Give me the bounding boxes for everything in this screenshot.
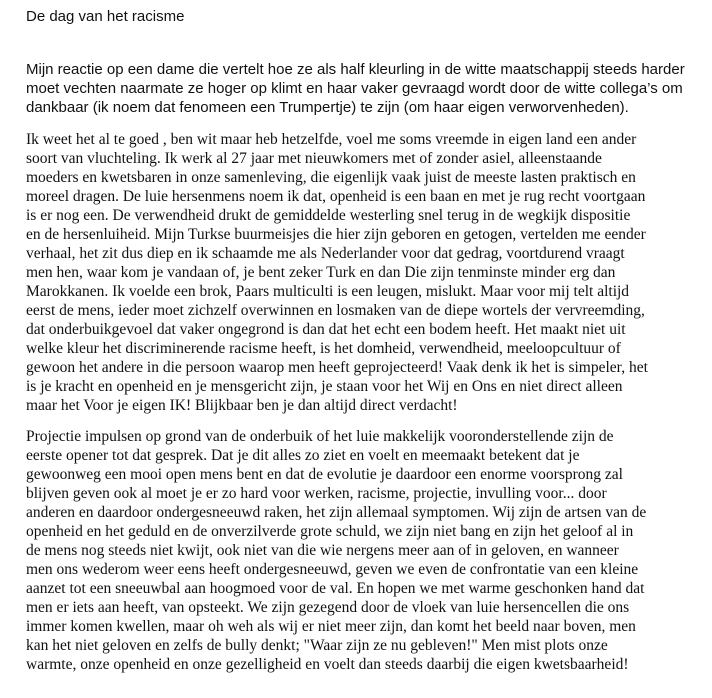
text-line: maar het Voor je eigen IK! Blijkbaar ben je dan altijd direct verdacht! bbox=[26, 397, 458, 414]
text-line: gewoon het andere in die persoon waarop men heeft geprojecteerd! Vaak denk ik het is simpeler, het bbox=[26, 359, 648, 376]
text-line: kan het niet geloven en zelfs de bully denkt; "Waar zijn ze nu gebleven!" Men mist plots onze bbox=[26, 637, 608, 654]
text-line: moet vechten naarmate ze hoger op klimt en haar vaker gevraagd wordt door de witte collega’s om bbox=[26, 80, 683, 97]
text-line: aanzet tot een sneeuwbal aan hoogmoed voor de val. En hopen we met warme geschonken hand dat bbox=[26, 580, 645, 597]
text-line: moreel dragen. De luie hersenmens noem ik dat, openheid is een baan en met je rug recht voortgaan bbox=[26, 188, 646, 205]
text-line: men ons wederom weer eens heeft ondergesneeuwd, geven we even de confrontatie van een kleine bbox=[26, 561, 639, 578]
text-line: Mijn reactie op een dame die vertelt hoe ze als half kleurling in de witte maatschappij steeds harder bbox=[26, 61, 685, 78]
text-line: blijven geven ook al moet je er zo hard voor werken, racisme, projectie, invulling voor... door bbox=[26, 485, 607, 502]
text-line: is je kracht en openheid en je mensgericht zijn, je staan voor het Wij en Ons en niet direct alleen bbox=[26, 378, 623, 395]
text-line: immer komen kwellen, maar oh weh als wij er niet meer zijn, dan komt het beeld naar boven, men bbox=[26, 618, 636, 635]
text-line: en de hersenluiheid. Mijn Turkse buurmeisjes die hier zijn geboren en getogen, vertelden me eender bbox=[26, 226, 646, 243]
paragraph-1 bbox=[26, 130, 648, 415]
text-line: anderen en daardoor ondergesneeuwd raken, het zijn allemaal symptomen. Wij zijn de artsen van de bbox=[26, 504, 647, 521]
text-line: warmte, onze openheid en onze gezelligheid en voelt dan steeds daarbij die eigen kwetsbaarheid! bbox=[26, 656, 629, 673]
text-line: Ik weet het al te goed , ben wit maar heb hetzelfde, voel me soms vreemde in eigen land een ander bbox=[26, 131, 637, 148]
text-line: men er iets aan heeft, van opsteekt. We zijn gezegend door de vloek van luie hersencellen die ons bbox=[26, 599, 630, 616]
text-line: soort van vluchteling. Ik werk al 27 jaar met nieuwkomers met of zonder asiel, alleenstaande bbox=[26, 150, 602, 167]
text-line: is er nog een. De verwendheid drukt de gemiddelde westerling snel terug in de wegkijk dispositie bbox=[26, 207, 631, 224]
text-line: gewoonweg een mooi open mens bent en dat de evolutie je daardoor een enorme voorsprong zal bbox=[26, 466, 623, 483]
document-title: De dag van het racisme bbox=[26, 8, 185, 25]
text-line: Marokkanen. Ik voelde een brok, Paars multiculti is een leugen, mislukt. Maar voor mij telt altijd bbox=[26, 283, 630, 300]
text-line: de mens nog steeds niet kwijt, ook niet van die wie nergens meer aan of in geloven, en wanneer bbox=[26, 542, 619, 559]
text-line: dat onderbuikgevoel dat vaker ongegrond is dan dat het echt een bodem heeft. Het maakt niet uit bbox=[26, 321, 626, 338]
text-line: dankbaar (ik noem dat fenomeen een Trumpertje) te zijn (om haar eigen verworvenheden). bbox=[26, 99, 629, 116]
text-line: Projectie impulsen op grond van de onderbuik of het luie makkelijk vooronderstellende zijn de bbox=[26, 428, 614, 445]
text-line: moeders en kwetsbaren in onze samenleving, die eigenlijk vaak juist de meeste lasten praktisch en bbox=[26, 169, 636, 186]
text-line: welke kleur het discriminerende racisme heeft, is het domheid, verwendheid, meeloopcultuur of bbox=[26, 340, 621, 357]
text-line: openheid en het geduld en de onverzilverde grote schuld, we zijn niet bang en zijn het geloof al in bbox=[26, 523, 634, 540]
text-line: verhaal, het zit dus diep en ik schaamde me als Nederlander voor dat gedrag, voortdurend vraagt bbox=[26, 245, 625, 262]
intro-paragraph bbox=[26, 60, 685, 117]
text-line: eerst de mens, ieder moet zichzelf overwinnen en losmaken van de diepe wortels der vervreemding, bbox=[26, 302, 645, 319]
text-line: men hen, waar kom je vandaan of, je bent zeker Turk en dan Die zijn tenminste minder erg dan bbox=[26, 264, 616, 281]
text-line: eerste opener tot dat gesprek. Dat je dit alles zo ziet en voelt en meemaakt betekent dat je bbox=[26, 447, 580, 464]
paragraph-2 bbox=[26, 427, 646, 674]
